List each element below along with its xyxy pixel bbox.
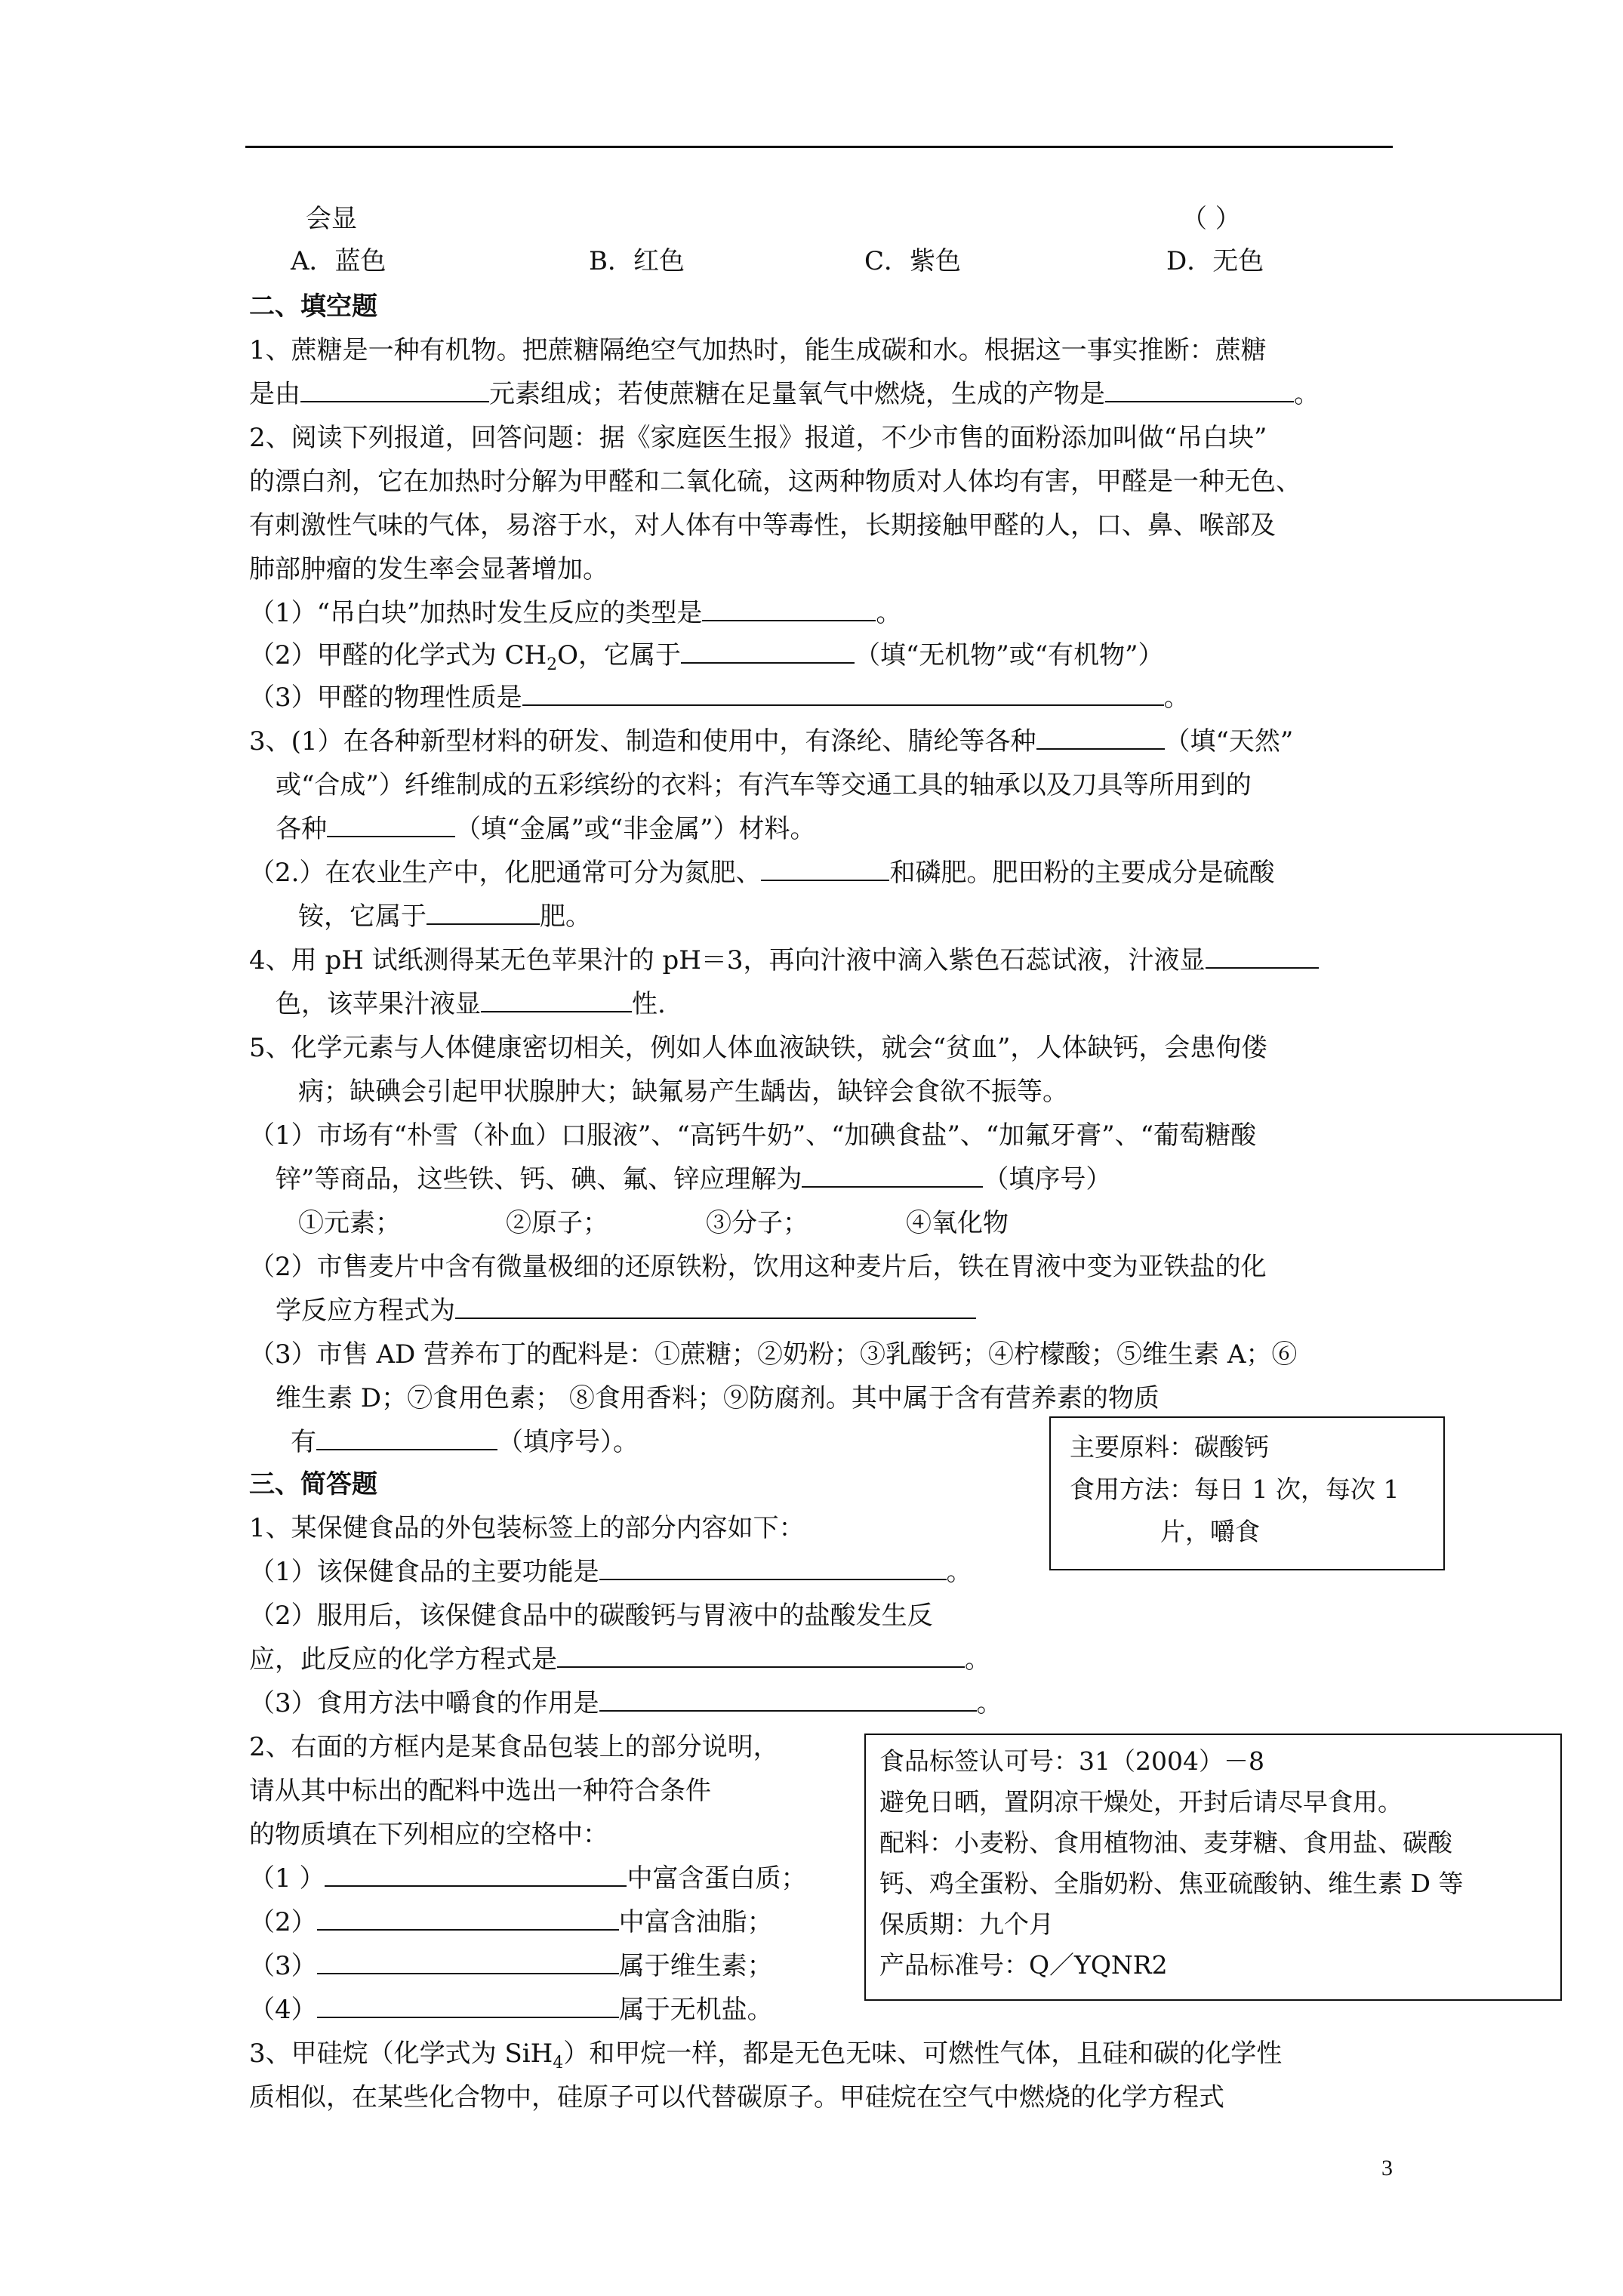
header-rule [245, 146, 1393, 148]
s2-q3-line5: 铵，它属于 肥。 [298, 895, 591, 938]
s2-q2-sub2: （2）甲醛的化学式为 $CH_2O$，它属于 （填“无机物”或“有机物”） [249, 634, 1164, 686]
answer-blank[interactable] [1206, 943, 1319, 969]
answer-blank[interactable] [455, 1293, 976, 1319]
food-box-line4: 钙、鸡全蛋粉、全脂奶粉、焦亚硫酸钠、维生素 D 等 [879, 1869, 1464, 1898]
s3-q1-line1: 1、某保健食品的外包装标签上的部分内容如下： [249, 1513, 805, 1543]
food-box-line3: 配料：小麦粉、食用植物油、麦芽糖、食用盐、碳酸 [879, 1828, 1452, 1857]
s2-q5-sub3-line3: 有 （填序号）。 [291, 1421, 639, 1463]
s2-q3-line2: 或“合成”）纤维制成的五彩缤纷的衣料；有汽车等交通工具的轴承以及刀具等所用到的 [276, 770, 1252, 800]
s2-q4-line2: 色，该苹果汁液显 性. [276, 983, 666, 1025]
food-box-line2: 避免日晒，置阴凉干燥处，开封后请尽早食用。 [879, 1787, 1403, 1817]
answer-blank[interactable] [681, 638, 855, 664]
s3-q3-line2: 质相似，在某些化合物中，硅原子可以代替碳原子。甲硅烷在空气中燃烧的化学方程式 [249, 2082, 1224, 2113]
s3-q2-line3: 的物质填在下列相应的空格中： [249, 1820, 608, 1850]
s2-q2-sub1: （1）“吊白块”加热时发生反应的类型是 。 [249, 592, 901, 634]
label-box-line2: 食用方法：每日 1 次，每次 1 [1070, 1475, 1400, 1504]
option-c: C．紫色 [864, 246, 962, 276]
s2-q3-line4: （2.）在农业生产中，化肥通常可分为氮肥、 和磷肥。肥田粉的主要成分是硫酸 [249, 852, 1274, 894]
answer-blank[interactable] [1105, 377, 1294, 402]
answer-blank[interactable] [317, 1992, 619, 2018]
s2-q5-sub1-line2: 锌”等商品，这些铁、钙、碘、氟、锌应理解为 （填序号） [276, 1158, 1111, 1200]
section-title-short-answer: 三、简答题 [249, 1469, 377, 1499]
answer-paren: （ ） [1181, 204, 1241, 234]
answer-blank[interactable] [1036, 724, 1165, 750]
s2-q5-opt2: ②原子； [506, 1208, 608, 1238]
s2-q2-line3: 有刺激性气味的气体，易溶于水，对人体有中等毒性，长期接触甲醛的人，口、鼻、喉部及 [249, 510, 1276, 541]
answer-blank[interactable] [557, 1642, 965, 1668]
section-title-fill-in: 二、填空题 [249, 291, 377, 322]
answer-blank[interactable] [316, 1425, 497, 1450]
food-box-line6: 产品标准号：Q／YQNR2 [879, 1950, 1168, 1980]
s2-q2-sub3: （3）甲醛的物理性质是 。 [249, 676, 1190, 719]
s2-q1-line1: 1、蔗糖是一种有机物。把蔗糖隔绝空气加热时，能生成碳和水。根据这一事实推断：蔗糖 [249, 335, 1267, 365]
s3-q2-row4: （4） 属于无机盐。 [249, 1989, 773, 2031]
s2-q3-line1: 3、(1）在各种新型材料的研发、制造和使用中，有涤纶、腈纶等各种 （填“天然” [249, 720, 1293, 763]
s2-q5-sub3-line2: 维生素 D；⑦食用色素； ⑧食用香料；⑨防腐剂。其中属于含有营养素的物质 [276, 1383, 1160, 1413]
food-box-line5: 保质期：九个月 [879, 1909, 1054, 1939]
s2-q5-line2: 病；缺碘会引起甲状腺肿大；缺氟易产生龋齿，缺锌会食欲不振等。 [298, 1077, 1068, 1107]
s3-q2-line1: 2、右面的方框内是某食品包装上的部分说明， [249, 1732, 779, 1762]
s3-q2-line2: 请从其中标出的配料中选出一种符合条件 [249, 1776, 711, 1806]
s2-q3-line3: 各种 （填“金属”或“非金属”）材料。 [276, 808, 816, 850]
s2-q5-opt4: ④氧化物 [906, 1208, 1009, 1238]
answer-blank[interactable] [327, 812, 455, 837]
s2-q2-line1: 2、阅读下列报道，回答问题：据《家庭医生报》报道，不少市售的面粉添加叫做“吊白块” [249, 423, 1267, 453]
answer-blank[interactable] [599, 1555, 947, 1580]
s2-q2-line4: 肺部肿瘤的发生率会显著增加。 [249, 554, 608, 584]
s3-q2-row2: （2） 中富含油脂； [249, 1901, 773, 1943]
s2-q2-line2: 的漂白剂，它在加热时分解为甲醛和二氧化硫，这两种物质对人体均有害，甲醛是一种无色、 [249, 467, 1301, 497]
answer-blank[interactable] [761, 855, 889, 881]
s3-q1-sub3: （3）食用方法中嚼食的作用是 。 [249, 1682, 1002, 1724]
s2-q5-sub2-line1: （2）市售麦片中含有微量极细的还原铁粉，饮用这种麦片后，铁在胃液中变为亚铁盐的化 [249, 1252, 1267, 1282]
question-tail-text: 会显 [306, 204, 357, 234]
label-box-line3: 片，嚼食 [1160, 1517, 1260, 1546]
answer-blank[interactable] [317, 1905, 619, 1931]
answer-blank[interactable] [522, 680, 1164, 706]
s3-q1-sub1: （1）该保健食品的主要功能是 。 [249, 1551, 972, 1593]
page-number: 3 [1381, 2156, 1393, 2180]
answer-blank[interactable] [802, 1162, 983, 1188]
s3-q1-sub2-line1: （2）服用后，该保健食品中的碳酸钙与胃液中的盐酸发生反 [249, 1601, 933, 1631]
s2-q5-opt3: ③分子； [706, 1208, 808, 1238]
food-label-box [864, 1734, 1562, 2001]
s3-q3-line1: 3、甲硅烷（化学式为 SiH$_4$）和甲烷一样，都是无色无味、可燃性气体，且硅和碳的化学性 [249, 2039, 1283, 2073]
answer-blank[interactable] [599, 1686, 977, 1712]
answer-blank[interactable] [300, 377, 489, 402]
option-a: A．蓝色 [291, 246, 387, 276]
s3-q2-row1: （1 ） 中富含蛋白质； [249, 1857, 806, 1900]
answer-blank[interactable] [317, 1949, 619, 1974]
answer-blank[interactable] [427, 899, 540, 925]
s2-q4-line1: 4、用 pH 试纸测得某无色苹果汁的 pH＝3，再向汁液中滴入紫色石蕊试液，汁液显 [249, 939, 1319, 982]
s3-q2-row3: （3） 属于维生素； [249, 1945, 773, 1987]
s3-q1-sub2-line2: 应，此反应的化学方程式是 。 [249, 1638, 990, 1681]
s2-q5-line1: 5、化学元素与人体健康密切相关，例如人体血液缺铁，就会“贫血”，人体缺钙，会患佝偻 [249, 1033, 1267, 1063]
product-label-box [1049, 1416, 1445, 1570]
s2-q5-opt1: ①元素； [298, 1208, 401, 1238]
option-b: B．红色 [589, 246, 685, 276]
label-box-line1: 主要原料：碳酸钙 [1070, 1432, 1269, 1462]
answer-blank[interactable] [702, 596, 876, 621]
s2-q5-sub3-line1: （3）市售 AD 营养布丁的配料是：①蔗糖；②奶粉；③乳酸钙；④柠檬酸；⑤维生素 A；⑥ [249, 1339, 1298, 1370]
food-box-line1: 食品标签认可号：31（2004）－8 [879, 1746, 1264, 1776]
s2-q5-sub1-line1: （1）市场有“朴雪（补血）口服液”、“高钙牛奶”、“加碘食盐”、“加氟牙膏”、“葡萄糖酸 [249, 1120, 1257, 1151]
s2-q5-sub2-line2: 学反应方程式为 [276, 1290, 976, 1332]
s2-q1-line2: 是由 元素组成；若使蔗糖在足量氧气中燃烧，生成的产物是 。 [249, 373, 1320, 415]
option-d: D．无色 [1166, 246, 1264, 276]
answer-blank[interactable] [481, 987, 632, 1012]
answer-blank[interactable] [325, 1861, 627, 1887]
